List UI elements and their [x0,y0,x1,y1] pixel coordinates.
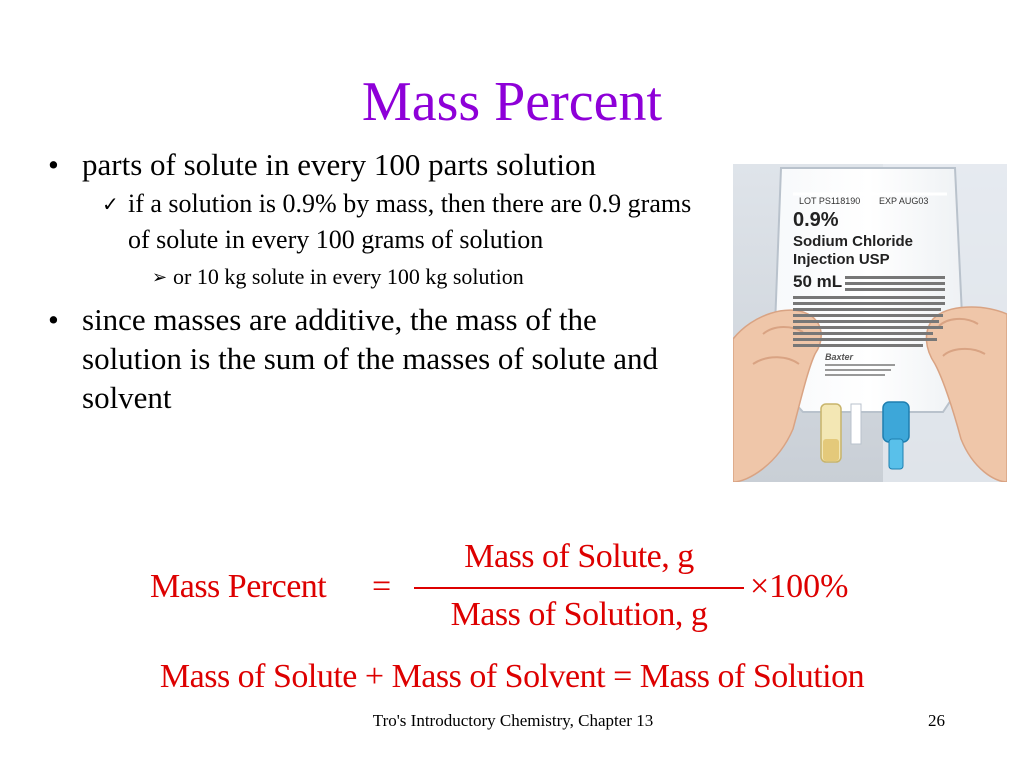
checkmark-icon: ✓ [102,192,119,216]
bullet-dot-icon: • [48,302,59,337]
volume-label: 50 mL [793,272,843,291]
bullet-text: parts of solute in every 100 parts solution [82,147,596,182]
bullet-item [40,300,700,417]
multiplier: ×100% [750,568,849,605]
sub-sub-bullet-item [40,262,700,292]
drug-name-line1: Sodium Chloride [793,233,913,250]
mass-percent-equation [0,538,1024,648]
lot-label: LOT PS118190 [799,196,861,206]
bullet-dot-icon: • [48,147,59,182]
equals-sign: = [372,568,392,605]
slide-title: Mass Percent [361,71,663,133]
sub-sub-bullet-text: or 10 kg solute in every 100 kg solution [173,264,524,289]
brand-label: Baxter [825,352,854,362]
iv-bag-photo [733,164,1007,482]
drug-name-line2: Injection USP [793,251,890,268]
concentration-label: 0.9% [793,209,839,231]
sub-bullet-item [40,186,700,258]
bullet-list [40,145,700,417]
iv-bag-illustration [733,164,1007,482]
equation-lhs: Mass Percent [150,568,327,605]
bullet-item [40,145,700,184]
page-number: 26 [928,711,945,730]
bullet-text: since masses are additive, the mass of the solution is the sum of the masses of solute and solvent [82,302,659,415]
fraction-numerator: Mass of Solute, g [464,538,694,575]
arrowhead-icon: ➢ [152,267,168,288]
fraction-bar [414,587,744,589]
footer-text: Tro's Introductory Chemistry, Chapter 13 [372,711,654,730]
exp-label: EXP AUG03 [879,196,929,206]
fraction-denominator: Mass of Solution, g [450,596,708,633]
sub-bullet-text: if a solution is 0.9% by mass, then there are 0.9 grams of solute in every 100 grams of solution [128,189,692,254]
mass-sum-equation: Mass of Solute + Mass of Solvent = Mass of Solution [159,658,865,695]
